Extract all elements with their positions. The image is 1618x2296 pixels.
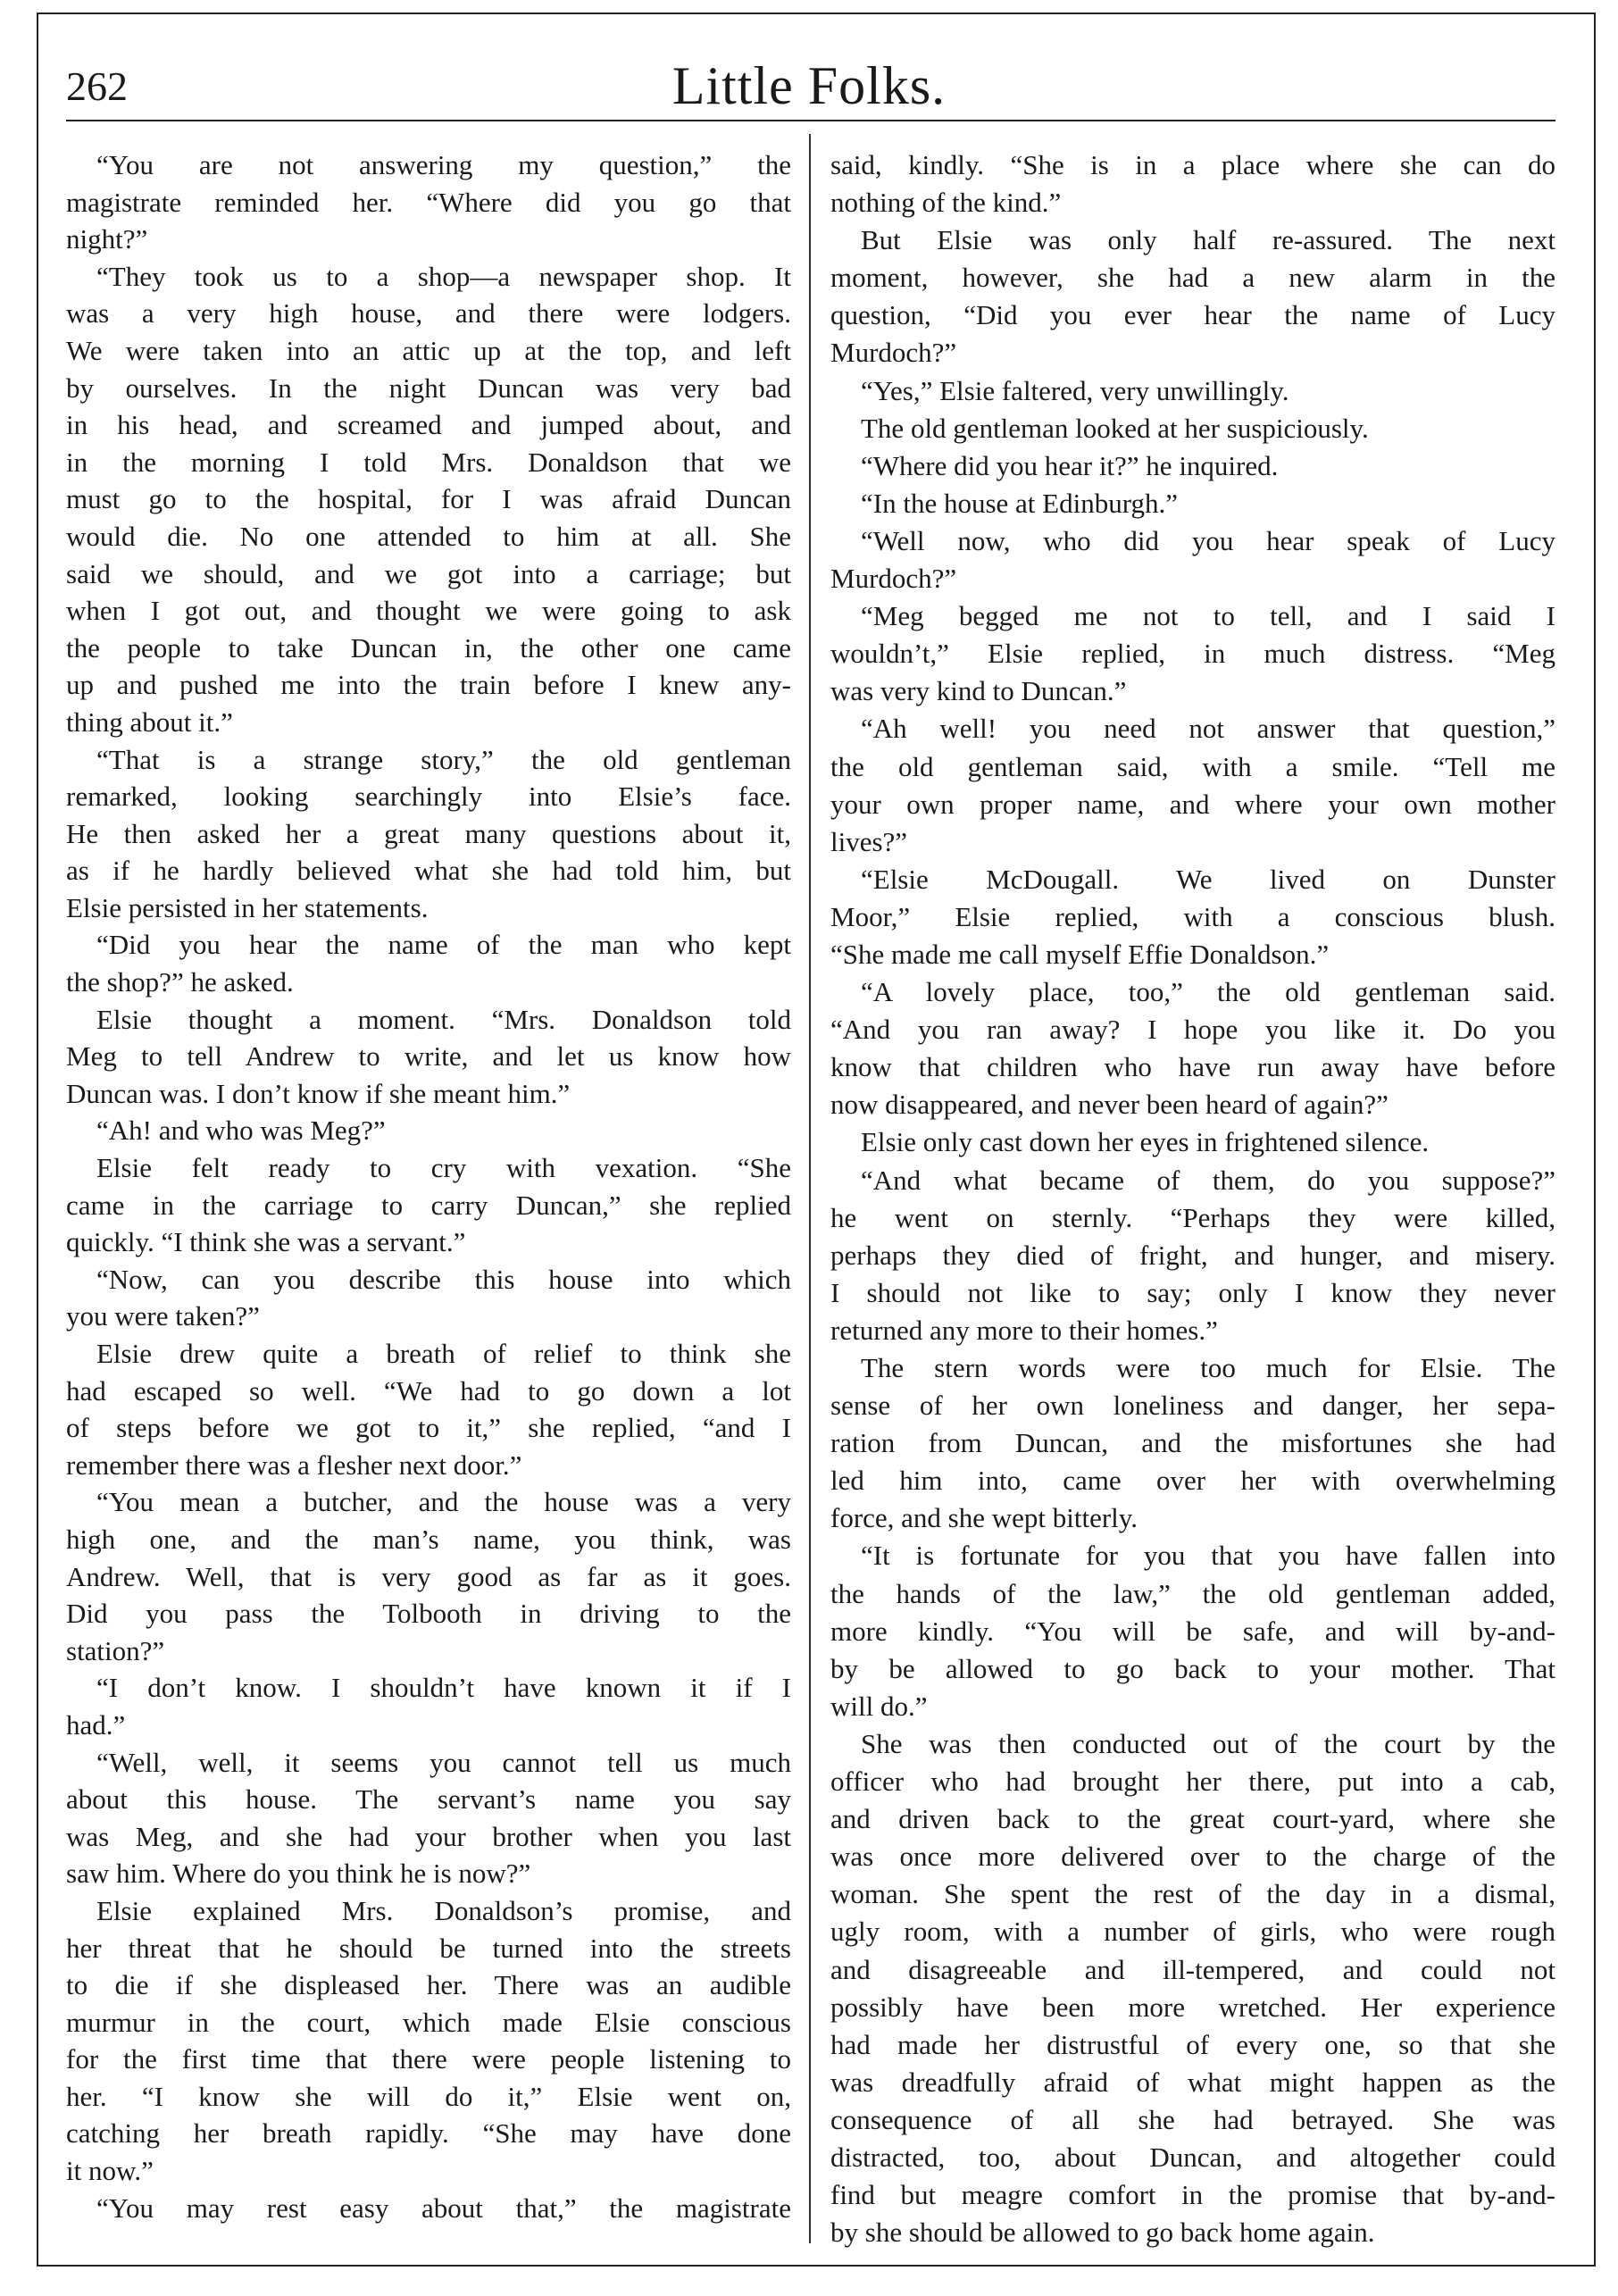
text-line: about this house. The servant’s name you say: [66, 1783, 791, 1816]
text-line: returned any more to their homes.”: [830, 1314, 1218, 1346]
text-line: “You may rest easy about that,” the magistrate: [96, 2192, 791, 2224]
text-line: was Meg, and she had your brother when you last: [66, 1820, 791, 1852]
text-line: Did you pass the Tolbooth in driving to the: [66, 1598, 791, 1630]
text-line: night?”: [66, 223, 148, 255]
paragraph: [830, 1349, 1555, 1537]
text-line: for the first time that there were people listening to: [66, 2043, 791, 2075]
text-line: quickly. “I think she was a servant.”: [66, 1226, 466, 1258]
text-line: Andrew. Well, that is very good as far as it goes.: [66, 1560, 791, 1592]
page-number: 262: [66, 63, 128, 109]
text-line: to die if she displeased her. There was an audible: [66, 1969, 791, 2001]
text-line: We were taken into an attic up at the top, and left: [66, 334, 791, 366]
paragraph: [830, 710, 1555, 860]
text-line: “Did you hear the name of the man who kept: [96, 929, 791, 961]
paragraph: [830, 973, 1555, 1123]
paragraph: [830, 597, 1555, 710]
text-line: Elsie persisted in her statements.: [66, 891, 429, 923]
text-line: nothing of the kind.”: [830, 187, 1062, 219]
text-line: said, kindly. “She is in a place where she can do: [830, 149, 1555, 180]
text-line: was dreadfully afraid of what might happen as the: [830, 2066, 1555, 2098]
paragraph: [66, 1149, 791, 1261]
text-line: “It is fortunate for you that you have fallen into: [861, 1540, 1555, 1572]
text-line: her threat that he should be turned into the streets: [66, 1932, 791, 1964]
header-rule: [66, 120, 1555, 121]
text-line: “Well now, who did you hear speak of Lucy: [861, 524, 1555, 556]
text-line: the shop?” he asked.: [66, 966, 294, 998]
text-line: by ourselves. In the night Duncan was very bad: [66, 372, 791, 404]
text-line: the hands of the law,” the old gentleman added,: [830, 1577, 1555, 1609]
text-line: high one, and the man’s name, you think, was: [66, 1523, 791, 1555]
text-line: officer who had brought her there, put into a cab,: [830, 1766, 1555, 1798]
paragraph: [830, 1537, 1555, 1724]
paragraph: [66, 258, 791, 741]
text-line: Elsie thought a moment. “Mrs. Donaldson told: [96, 1003, 791, 1035]
paragraph: [66, 1483, 791, 1669]
text-line: “Ah! and who was Meg?”: [96, 1115, 386, 1147]
text-line: perhaps they died of fright, and hunger, and misery.: [830, 1239, 1555, 1271]
text-line: moment, however, she had a new alarm in the: [830, 262, 1555, 294]
text-line: had.”: [66, 1708, 126, 1741]
text-line: saw him. Where do you think he is now?”: [66, 1858, 531, 1890]
text-line: Elsie felt ready to cry with vexation. “She: [96, 1152, 791, 1184]
paragraph: [830, 221, 1555, 372]
text-line: possibly have been more wretched. Her experience: [830, 1991, 1555, 2023]
text-line: Moor,” Elsie replied, with a conscious blush.: [830, 900, 1555, 932]
paragraph: [830, 485, 1555, 522]
text-line: “Well, well, it seems you cannot tell us much: [96, 1746, 791, 1778]
text-line: wouldn’t,” Elsie replied, in much distress. “Meg: [830, 638, 1555, 670]
text-line: “You are not answering my question,” the: [96, 149, 791, 180]
text-line: “She made me call myself Effie Donaldson.”: [830, 938, 1330, 970]
text-line: you were taken?”: [66, 1300, 260, 1332]
text-line: She was then conducted out of the court by the: [861, 1727, 1555, 1759]
text-line: Elsie only cast down her eyes in frightened silence.: [861, 1126, 1430, 1158]
text-line: was very kind to Duncan.”: [830, 675, 1127, 707]
text-line: force, and she wept bitterly.: [830, 1502, 1138, 1534]
text-line: Murdoch?”: [830, 563, 957, 595]
text-line: “Where did you hear it?” he inquired.: [861, 449, 1279, 481]
text-line: was a very high house, and there were lodgers.: [66, 297, 791, 330]
text-line: The stern words were too much for Elsie. The: [861, 1352, 1555, 1383]
paragraph: [830, 522, 1555, 597]
text-line: ugly room, with a number of girls, who were rough: [830, 1916, 1555, 1948]
text-line: and driven back to the great court-yard, where she: [830, 1803, 1555, 1835]
text-line: magistrate reminded her. “Where did you go that: [66, 186, 791, 218]
text-line: and disagreeable and ill-tempered, and could not: [830, 1953, 1555, 1985]
text-line: will do.”: [830, 1690, 928, 1722]
text-line: said we should, and we got into a carriage; but: [66, 557, 791, 589]
text-line: he went on sternly. “Perhaps they were killed,: [830, 1201, 1555, 1233]
text-line: as if he hardly believed what she had told him, but: [66, 855, 791, 887]
text-line: “That is a strange story,” the old gentleman: [96, 743, 791, 775]
text-line: must go to the hospital, for I was afraid Duncan: [66, 483, 791, 515]
text-line: “Yes,” Elsie faltered, very unwillingly.: [861, 374, 1289, 406]
paragraph: [830, 861, 1555, 973]
text-line: in his head, and screamed and jumped about, and: [66, 409, 791, 441]
text-line: thing about it.”: [66, 705, 233, 738]
paragraph: [66, 1335, 791, 1483]
text-line: woman. She spent the rest of the day in a dismal,: [830, 1878, 1555, 1910]
paragraph: [830, 410, 1555, 447]
text-line: murmur in the court, which made Elsie conscious: [66, 2006, 791, 2038]
text-line: Elsie explained Mrs. Donaldson’s promise, and: [96, 1894, 791, 1926]
text-line: came in the carriage to carry Duncan,” she replied: [66, 1189, 791, 1221]
left-column: [66, 146, 791, 2226]
text-line: up and pushed me into the train before I knew any-: [66, 669, 791, 701]
text-line: sense of her own loneliness and danger, her sepa-: [830, 1390, 1555, 1422]
text-line: of steps before we got to it,” she replied, “and I: [66, 1412, 791, 1444]
text-line: “In the house at Edinburgh.”: [861, 487, 1178, 519]
paragraph: [66, 1001, 791, 1113]
text-line: in the morning I told Mrs. Donaldson that we: [66, 446, 791, 478]
paragraph: [66, 1112, 791, 1149]
text-line: The old gentleman looked at her suspiciously.: [861, 412, 1369, 444]
text-line: the people to take Duncan in, the other one came: [66, 631, 791, 664]
paragraph: [830, 1725, 1555, 2251]
paragraph: [830, 146, 1555, 221]
text-line: “Ah well! you need not answer that question,”: [861, 713, 1555, 745]
text-line: the old gentleman said, with a smile. “Tell me: [830, 750, 1555, 782]
text-line: “And what became of them, do you suppose?”: [861, 1164, 1555, 1196]
right-column: [830, 146, 1555, 2251]
text-line: Murdoch?”: [830, 337, 957, 369]
paragraph: [830, 372, 1555, 410]
text-line: remarked, looking searchingly into Elsie’s face.: [66, 781, 791, 813]
text-line: more kindly. “You will be safe, and will by-and-: [830, 1615, 1555, 1647]
text-line: “A lovely place, too,” the old gentleman said.: [861, 976, 1555, 1008]
paragraph: [66, 1744, 791, 1892]
text-line: Meg to tell Andrew to write, and let us know how: [66, 1040, 791, 1073]
text-line: station?”: [66, 1634, 165, 1666]
text-line: had escaped so well. “We had to go down a lot: [66, 1374, 791, 1407]
text-line: “Now, can you describe this house into which: [96, 1263, 791, 1295]
text-line: “And you ran away? I hope you like it. Do you: [830, 1014, 1555, 1046]
text-line: distracted, too, about Duncan, and altogether could: [830, 2141, 1555, 2173]
text-line: when I got out, and thought we were going to ask: [66, 595, 791, 627]
text-line: “Elsie McDougall. We lived on Dunster: [861, 863, 1555, 895]
paragraph: [830, 447, 1555, 485]
text-line: would die. No one attended to him at all. She: [66, 520, 791, 552]
column-divider: [809, 134, 811, 2243]
text-line: “You mean a butcher, and the house was a very: [96, 1486, 791, 1518]
text-line: by she should be allowed to go back home again.: [830, 2217, 1375, 2249]
text-line: by be allowed to go back to your mother. That: [830, 1652, 1555, 1684]
text-line: Elsie drew quite a breath of relief to think she: [96, 1338, 791, 1369]
text-line: was once more delivered over to the charge of the: [830, 1841, 1555, 1873]
text-line: lives?”: [830, 825, 908, 857]
text-line: But Elsie was only half re-assured. The next: [861, 224, 1555, 256]
text-line: He then asked her a great many questions about it,: [66, 817, 791, 849]
text-line: find but meagre comfort in the promise that by-and-: [830, 2179, 1555, 2211]
paragraph: [66, 1261, 791, 1335]
text-line: “They took us to a shop—a newspaper shop. It: [96, 260, 791, 292]
paragraph: [66, 1892, 791, 2190]
running-title: Little Folks.: [671, 56, 947, 115]
paragraph: [830, 1162, 1555, 1349]
paragraph: [66, 741, 791, 927]
text-line: Duncan was. I don’t know if she meant him.”: [66, 1077, 571, 1109]
text-line: catching her breath rapidly. “She may have done: [66, 2117, 791, 2150]
text-line: remember there was a flesher next door.”: [66, 1449, 522, 1481]
text-line: I should not like to say; only I know they never: [830, 1276, 1555, 1308]
text-line: your own proper name, and where your own mother: [830, 788, 1555, 820]
text-line: it now.”: [66, 2155, 154, 2187]
text-line: her. “I know she will do it,” Elsie went on,: [66, 2080, 791, 2112]
text-line: ration from Duncan, and the misfortunes she had: [830, 1427, 1555, 1459]
text-line: know that children who have run away have before: [830, 1051, 1555, 1083]
text-line: consequence of all she had betrayed. She was: [830, 2103, 1555, 2135]
paragraph: [66, 926, 791, 1000]
text-line: “I don’t know. I shouldn’t have known it if I: [96, 1672, 791, 1704]
text-line: had made her distrustful of every one, so that she: [830, 2028, 1555, 2060]
text-line: question, “Did you ever hear the name of Lucy: [830, 299, 1555, 331]
text-line: “Meg begged me not to tell, and I said I: [861, 600, 1555, 632]
paragraph: [830, 1123, 1555, 1161]
paragraph: [66, 146, 791, 258]
paragraph: [66, 2190, 791, 2227]
paragraph: [66, 1669, 791, 1743]
text-line: now disappeared, and never been heard of again?”: [830, 1089, 1389, 1121]
text-line: led him into, came over her with overwhelming: [830, 1465, 1555, 1497]
